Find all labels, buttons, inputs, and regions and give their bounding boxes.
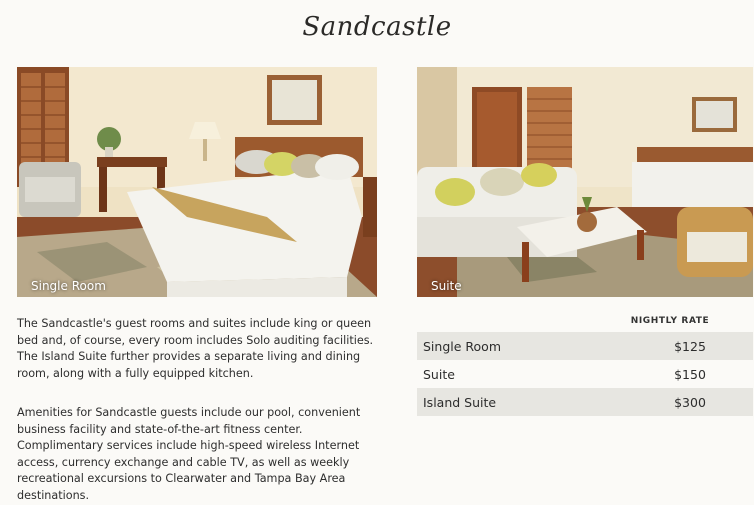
single-room-illustration <box>17 67 377 297</box>
rate-row-suite <box>417 360 753 388</box>
rate-row-single-room <box>417 332 753 360</box>
rate-room-name: Single Room <box>423 338 501 354</box>
single-room-caption: Single Room <box>31 279 106 293</box>
rate-row-island-suite <box>417 388 753 416</box>
nightly-rate-header: NIGHTLY RATE <box>630 316 710 326</box>
rooms-description: The Sandcastle's guest rooms and suites include king or queen bed and, of course, every room includes Solo auditing facilities. The Island Suite further provides a separate living and dining room, along with a fully equipped kitchen. <box>17 317 374 380</box>
rate-price: $150 <box>674 366 706 382</box>
single-room-photo <box>17 67 377 297</box>
rates-table <box>417 332 753 416</box>
amenities-description: Amenities for Sandcastle guests include our pool, convenient business facility and state-of-the-art fitness center. Complimentary services include high-speed wireless Internet access, currency exchange and cable TV, as well as weekly recreational excursions to Clearwater and Tampa Bay Area destinations. <box>17 406 361 502</box>
suite-photo <box>417 67 753 297</box>
rate-price: $125 <box>674 338 706 354</box>
rate-price: $300 <box>674 394 706 410</box>
rate-room-name: Suite <box>423 366 455 382</box>
page-title: Sandcastle <box>302 12 452 42</box>
suite-caption: Suite <box>431 279 462 293</box>
suite-illustration <box>417 67 753 297</box>
rate-room-name: Island Suite <box>423 394 497 410</box>
